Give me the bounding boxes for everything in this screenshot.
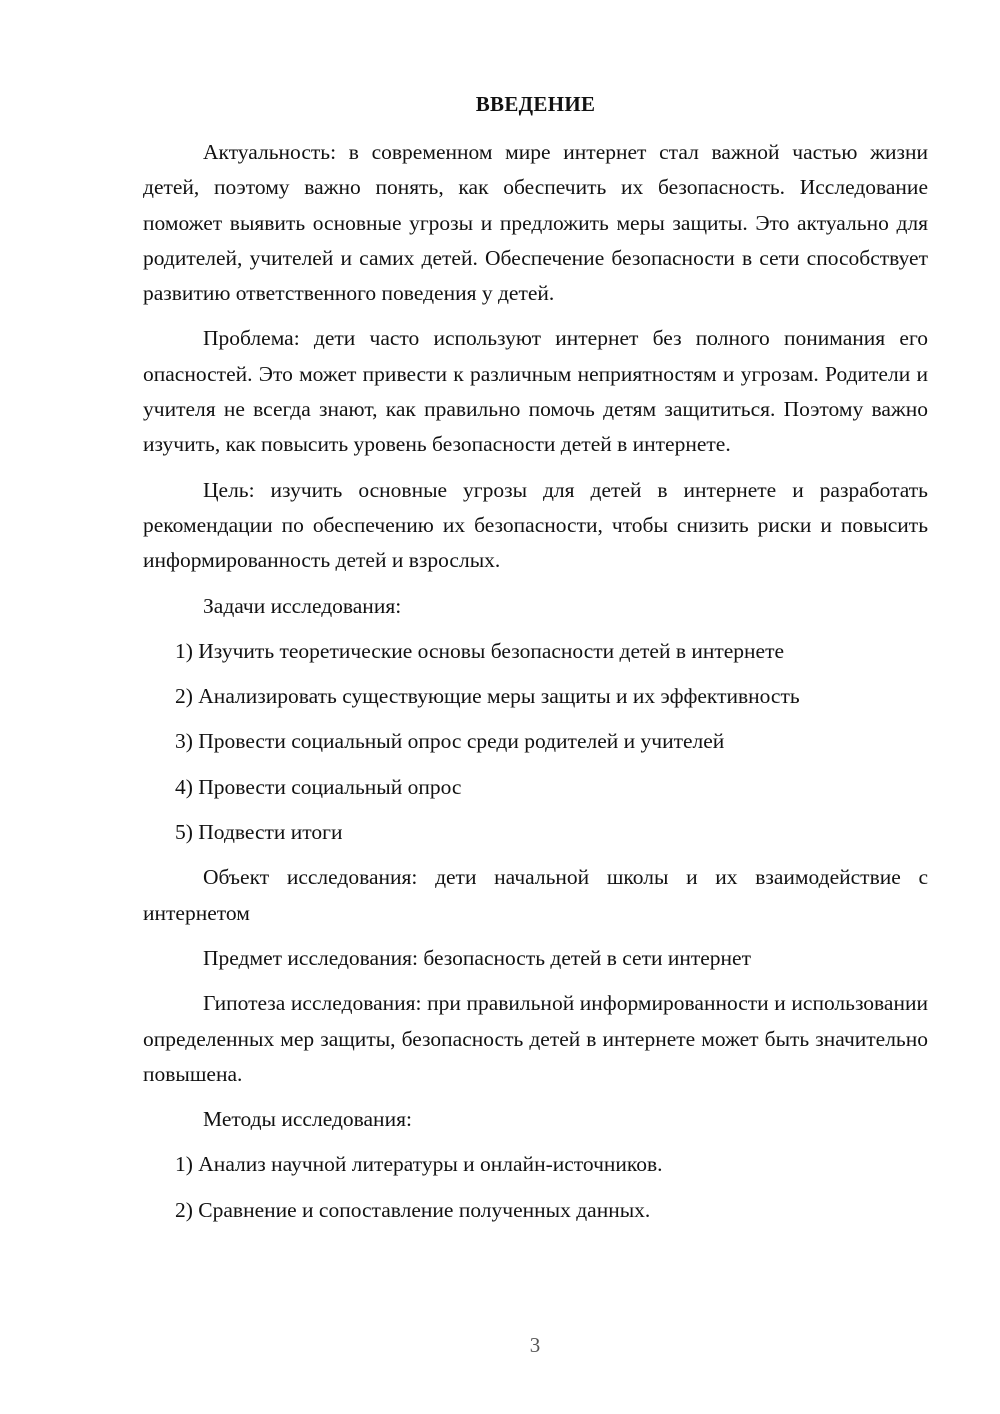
object-paragraph: Объект исследования: дети начальной школы и их взаимодействие с интернетом xyxy=(143,865,928,925)
list-item: 3) Провести социальный опрос среди родителей и учителей xyxy=(175,729,725,754)
tasks-list xyxy=(143,634,928,850)
list-item: 4) Провести социальный опрос xyxy=(175,774,462,799)
relevance-paragraph: Актуальность: в современном мире интернет стал важной частью жизни детей, поэтому важно понять, как обеспечить их безопасность. Исследование поможет выявить основные угрозы и предложить меры защиты. Это актуально для родителей, учителей и самих детей. Обеспечение безопасности в сети способствует развитию ответственного поведения у детей. xyxy=(143,140,928,306)
page-number: 3 xyxy=(529,1333,541,1357)
subject-paragraph: Предмет исследования: безопасность детей в сети интернет xyxy=(203,945,751,970)
goal-paragraph: Цель: изучить основные угрозы для детей в интернете и разработать рекомендации по обеспечению их безопасности, чтобы снизить риски и повысить информированность детей и взрослых. xyxy=(143,477,928,573)
tasks-heading: Задачи исследования: xyxy=(203,593,402,618)
problem-paragraph: Проблема: дети часто используют интернет без полного понимания его опасностей. Это может привести к различным неприятностям и угрозам. Родители и учителя не всегда знают, как правильно помочь детям защититься. Поэтому важно изучить, как повысить уровень безопасности детей в интернете. xyxy=(143,326,928,457)
document-page xyxy=(143,92,928,1238)
list-item: 2) Анализировать существующие меры защиты и их эффективность xyxy=(175,684,800,709)
list-item: 2) Сравнение и сопоставление полученных данных. xyxy=(175,1197,651,1222)
list-item: 1) Изучить теоретические основы безопасности детей в интернете xyxy=(175,638,785,663)
methods-heading: Методы исследования: xyxy=(203,1107,412,1132)
methods-list xyxy=(143,1147,928,1228)
list-item: 5) Подвести итоги xyxy=(175,820,343,845)
hypothesis-paragraph: Гипотеза исследования: при правильной информированности и использовании определенных мер защиты, безопасность детей в интернете может быть значительно повышена. xyxy=(143,991,928,1086)
page-title: ВВЕДЕНИЕ xyxy=(475,92,596,116)
list-item: 1) Анализ научной литературы и онлайн-источников. xyxy=(175,1152,663,1177)
